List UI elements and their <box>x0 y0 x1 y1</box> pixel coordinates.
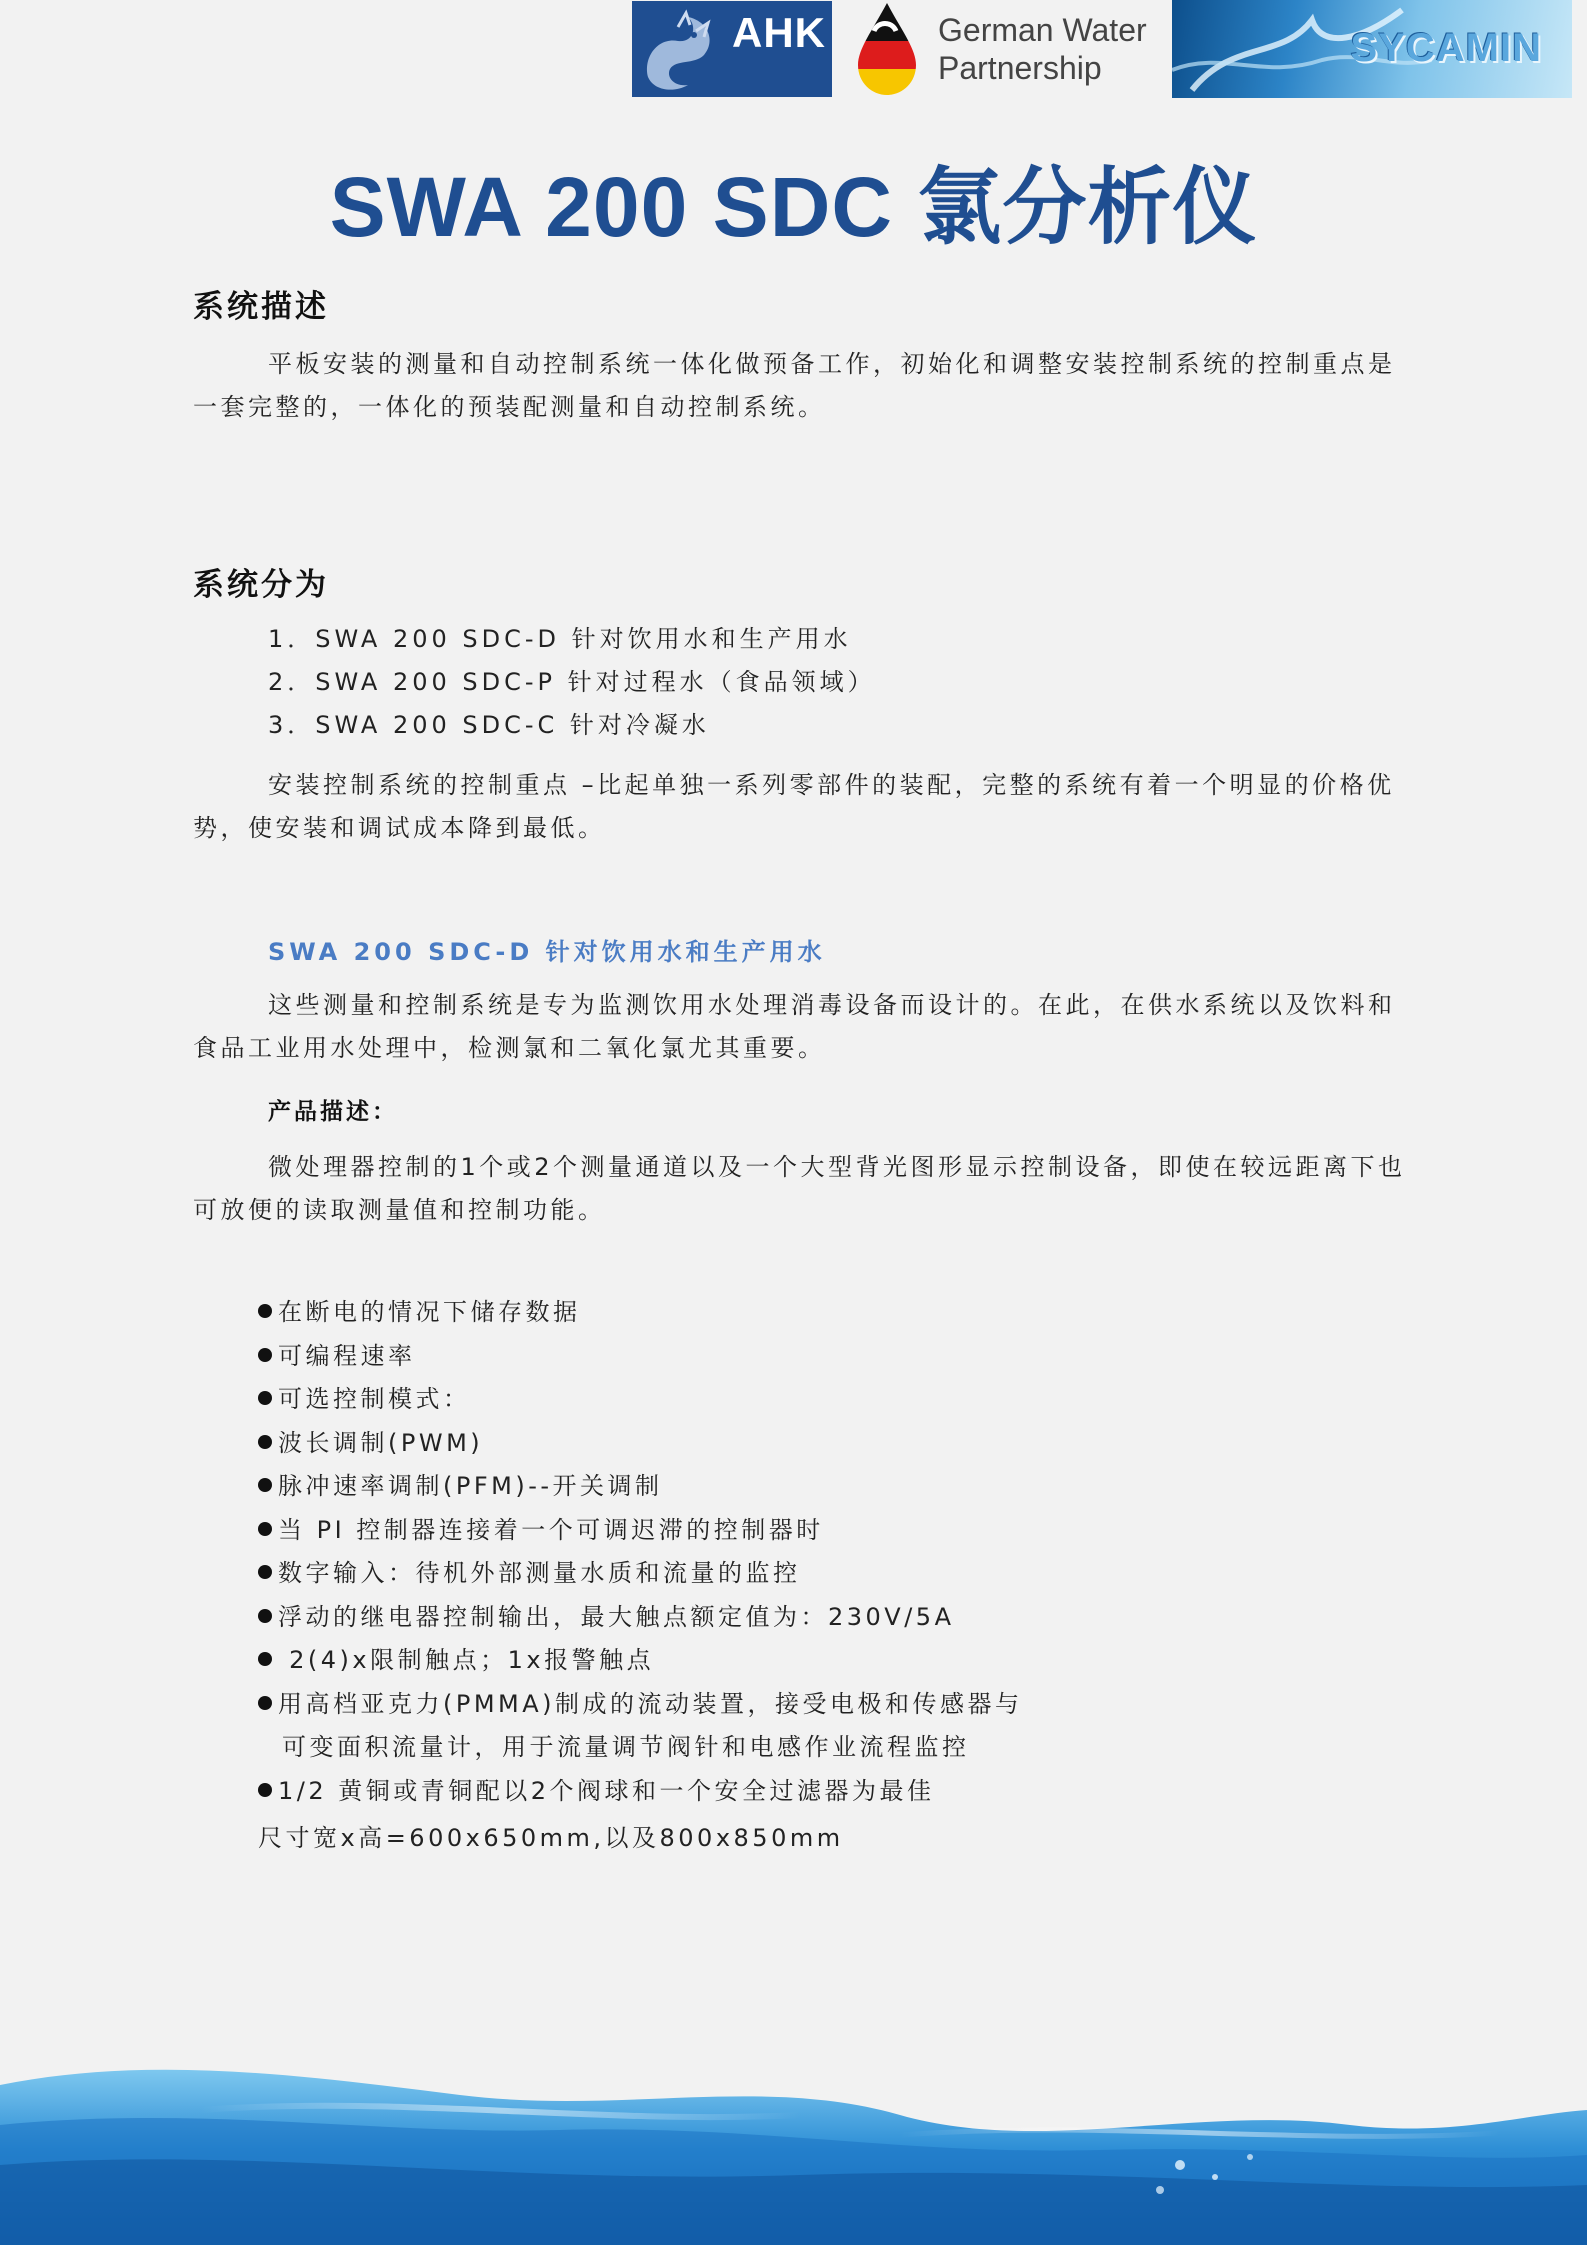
list-item <box>258 1465 1023 1509</box>
list-item <box>258 1422 1023 1466</box>
list-item <box>258 1770 1023 1814</box>
bullet-icon <box>258 1565 272 1579</box>
subsection-heading-sdc-d: SWA 200 SDC-D 针对饮用水和生产用水 <box>268 938 826 966</box>
list-item <box>258 1291 1023 1335</box>
gwp-label <box>938 11 1147 87</box>
list-item <box>258 1378 1023 1422</box>
ahk-label: AHK <box>732 9 826 56</box>
ahk-logo <box>632 1 832 97</box>
description-paragraph: 平板安装的测量和自动控制系统一体化做预备工作，初始化和调整安装控制系统的控制重点是一套完整的，一体化的预装配测量和自动控制系统。 <box>193 350 1396 421</box>
water-wave-decoration <box>0 2015 1587 2245</box>
bullet-icon <box>258 1478 272 1492</box>
feature-text: 数字输入：待机外部测量水质和流量的监控 <box>278 1559 801 1587</box>
bullet-icon <box>258 1696 272 1710</box>
section-heading-description: 系统描述 <box>193 289 329 325</box>
dimensions-text: 尺寸宽x高=600x650mm,以及800x850mm <box>258 1824 844 1852</box>
list-item-continuation: 可变面积流量计，用于流量调节阀针和电感作业流程监控 <box>282 1733 970 1761</box>
system-types-list <box>268 618 876 747</box>
list-item: 3．SWA 200 SDC-C 针对冷凝水 <box>268 711 710 739</box>
feature-text: 可选控制模式： <box>278 1385 471 1413</box>
dragon-icon <box>638 7 724 93</box>
feature-text: 1/2 黄铜或青铜配以2个阀球和一个安全过滤器为最佳 <box>278 1776 935 1805</box>
list-item <box>258 1683 1023 1727</box>
list-item: 2．SWA 200 SDC-P 针对过程水（食品领域） <box>268 668 876 696</box>
header-logos <box>632 0 1572 98</box>
list-item <box>258 1639 1023 1683</box>
bullet-icon <box>258 1435 272 1449</box>
feature-text: 可编程速率 <box>278 1341 416 1370</box>
sdc-d-paragraph: 这些测量和控制系统是专为监测饮用水处理消毒设备而设计的。在此，在供水系统以及饮料和食品工业用水处理中，检测氯和二氧化氯尤其重要。 <box>193 991 1396 1062</box>
list-item: 1．SWA 200 SDC-D 针对饮用水和生产用水 <box>268 625 852 653</box>
bullet-icon <box>258 1304 272 1318</box>
feature-text: 用高档亚克力(PMMA)制成的流动装置，接受电极和传感器与 <box>278 1689 1023 1718</box>
feature-text: 脉冲速率调制(PFM)--开关调制 <box>278 1472 663 1500</box>
feature-text: 在断电的情况下储存数据 <box>278 1298 581 1326</box>
page-title: SWA 200 SDC 氯分析仪 <box>329 160 1258 254</box>
sycamin-label: SYCAMIN <box>1350 26 1542 70</box>
gwp-logo <box>852 1 1172 97</box>
section-heading-system-types: 系统分为 <box>193 567 329 603</box>
product-description-paragraph: 微处理器控制的1个或2个测量通道以及一个大型背光图形显示控制设备，即使在较远距离下也可放便的读取测量值和控制功能。 <box>193 1153 1406 1224</box>
feature-text: 浮动的继电器控制输出，最大触点额定值为：230V/5A <box>278 1602 955 1631</box>
list-item <box>258 1335 1023 1379</box>
bullet-icon <box>258 1652 272 1666</box>
bullet-icon <box>258 1609 272 1623</box>
water-drop-flag-icon <box>852 1 922 97</box>
bullet-icon <box>258 1391 272 1405</box>
bullet-icon <box>258 1348 272 1362</box>
gwp-line-2: Partnership <box>938 50 1102 86</box>
feature-text: 当 PI 控制器连接着一个可调迟滞的控制器时 <box>278 1515 824 1544</box>
bullet-icon <box>258 1783 272 1797</box>
feature-list <box>258 1291 1023 1813</box>
system-types-paragraph: 安装控制系统的控制重点 –比起单独一系列零部件的装配，完整的系统有着一个明显的价格优势，使安装和调试成本降到最低。 <box>193 771 1395 842</box>
product-description-heading: 产品描述： <box>268 1099 398 1125</box>
sycamin-logo <box>1172 0 1572 98</box>
gwp-line-1: German Water <box>938 12 1147 48</box>
bullet-icon <box>258 1522 272 1536</box>
feature-text: 波长调制(PWM) <box>278 1428 484 1457</box>
list-item <box>258 1509 1023 1553</box>
feature-text: 2(4)x限制触点；1x报警触点 <box>278 1646 655 1674</box>
list-item <box>258 1596 1023 1640</box>
list-item <box>258 1552 1023 1596</box>
